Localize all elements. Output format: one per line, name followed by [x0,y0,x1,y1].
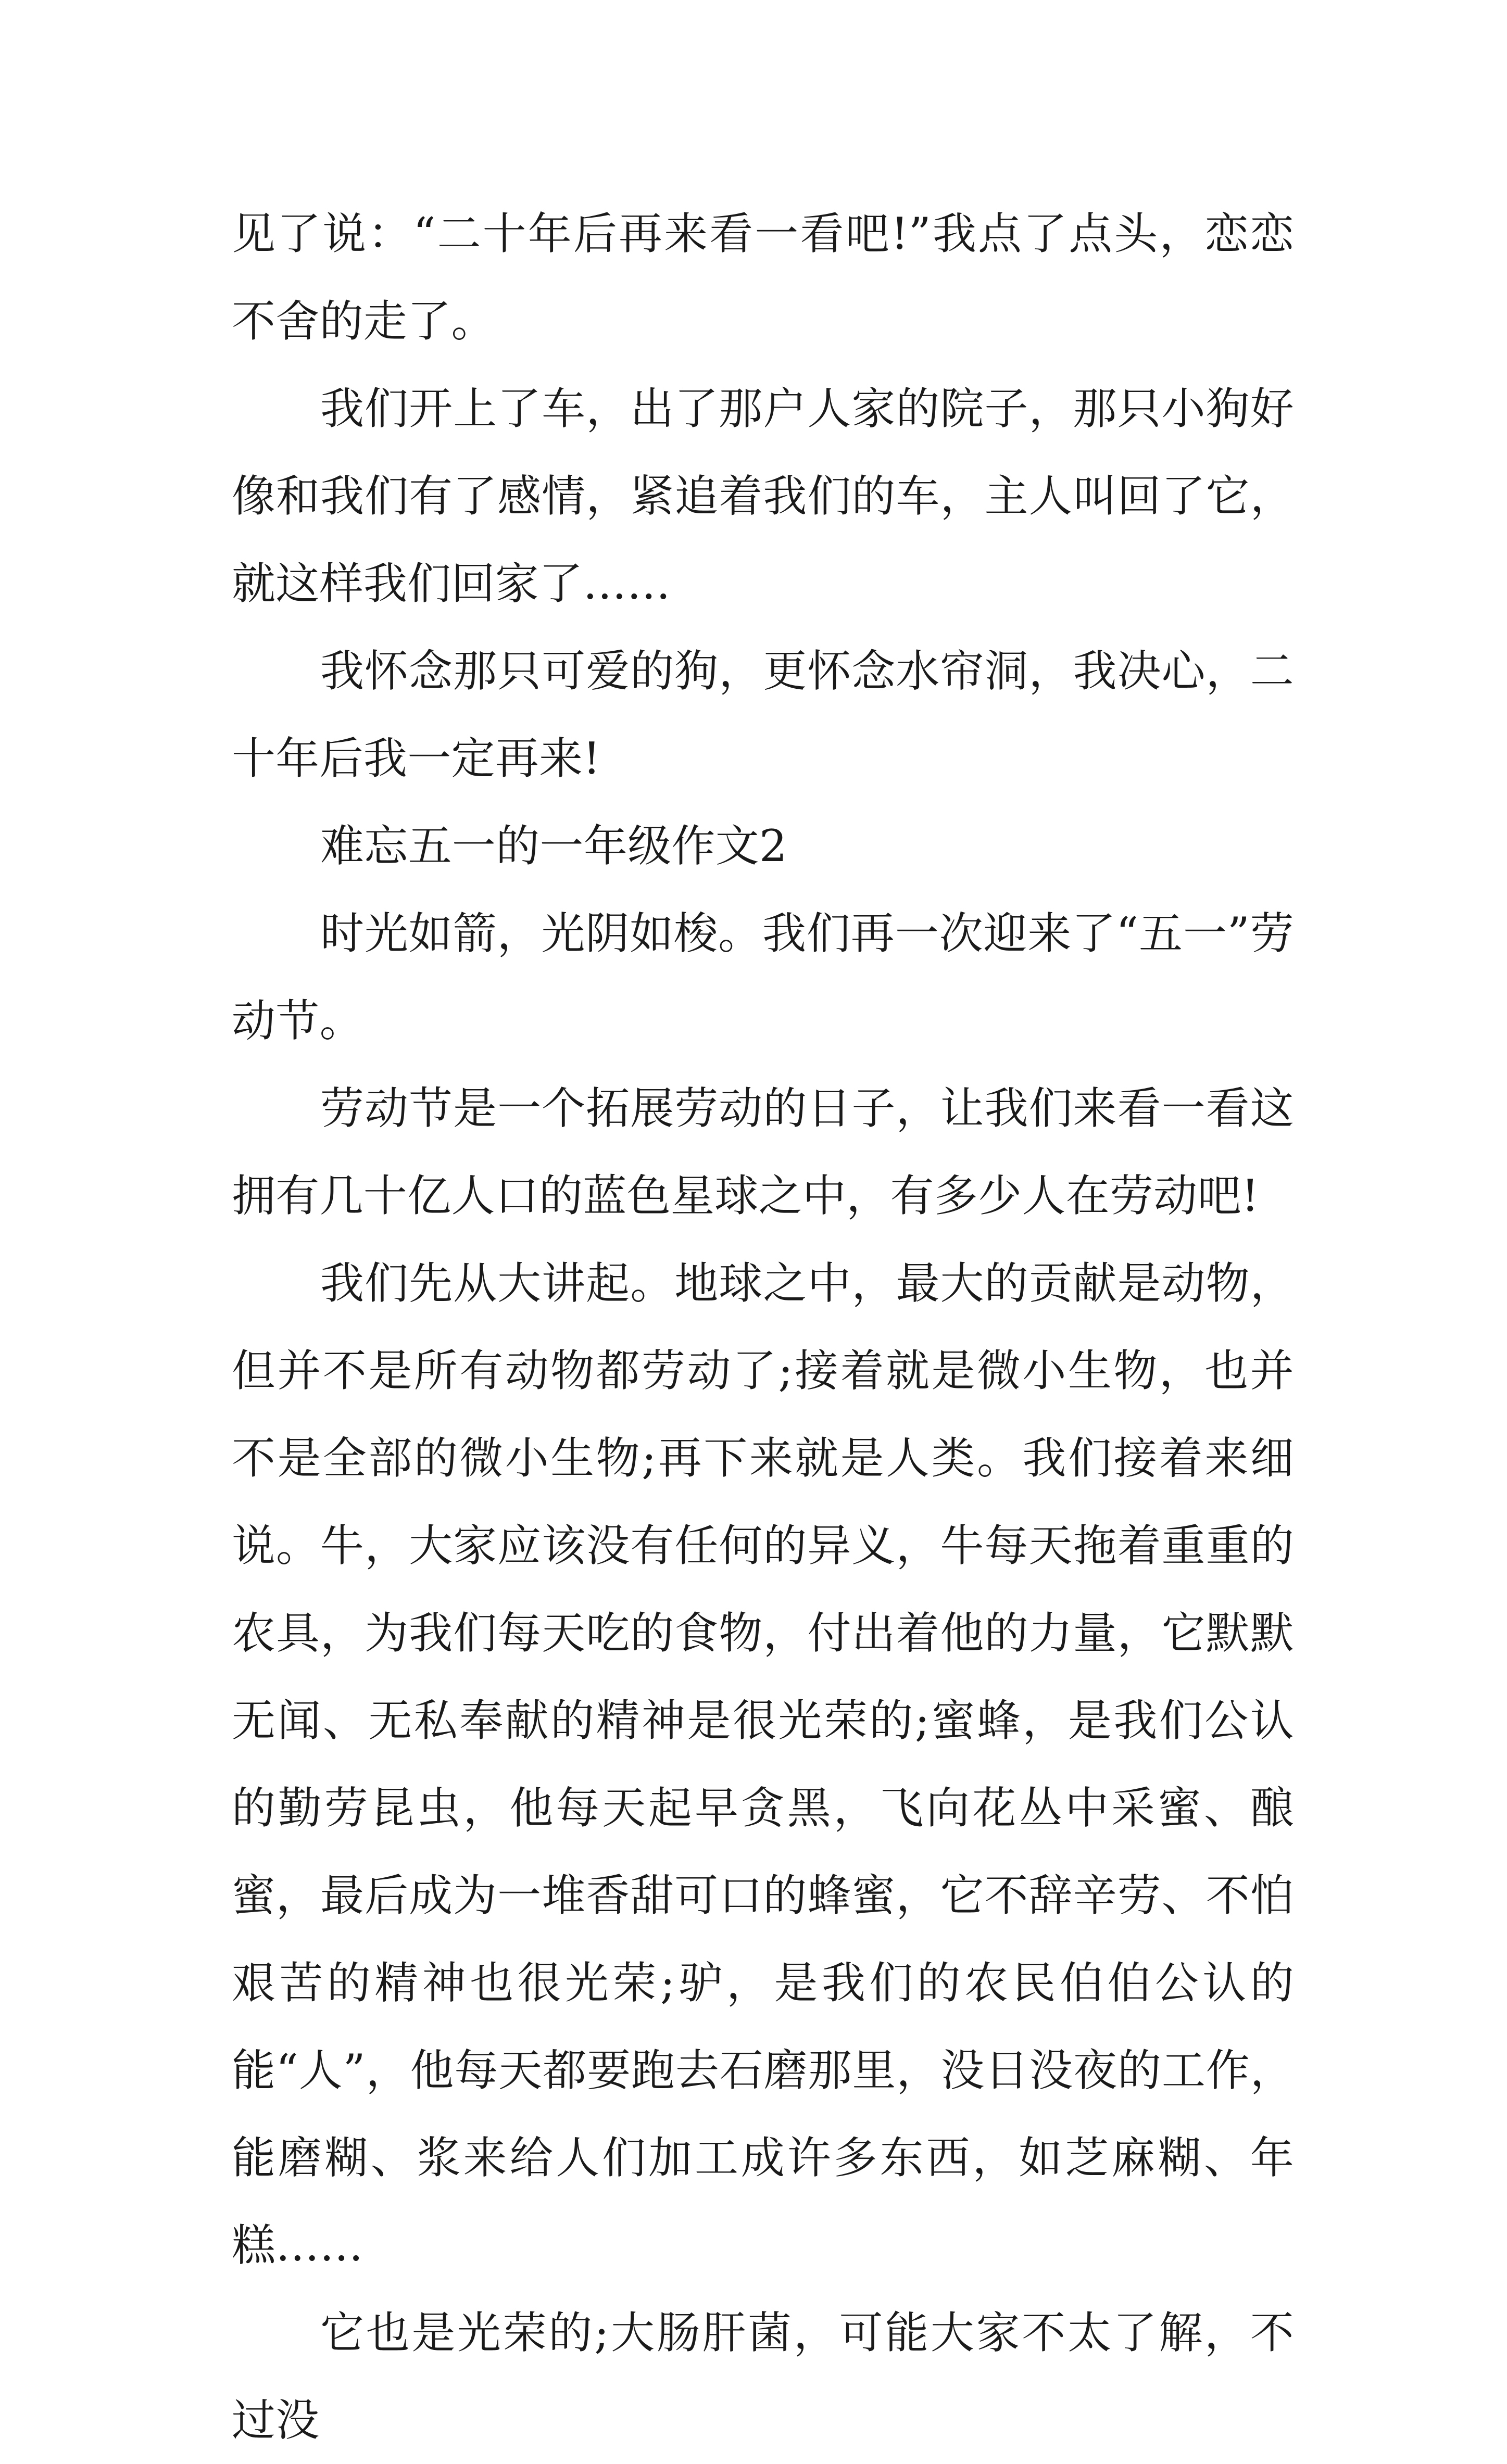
paragraph-1: 见了说：“二十年后再来看一看吧!”我点了点头，恋恋不舍的走了。 [232,208,1294,347]
paragraph-6: 我们先从大讲起。地球之中，最大的贡献是动物，但并不是所有动物都劳动了;接着就是微小生物，也并不是全部的微小生物;再下来就是人类。我们接着来细说。牛，大家应该没有任何的异义，牛每天拖着重重的农具，为我们每天吃的食物，付出着他的力量，它默默无闻、无私奉献的精神是很光荣的;蜜蜂，是我们公认的勤劳昆虫，他每天起早贪黑，飞向花丛中采蜜、酿蜜，最后成为一堆香甜可口的蜂蜜，它不辞辛劳、不怕艰苦的精神也很光荣;驴，是我们的农民伯伯公认的能“人”，他每天都要跑去石磨那里，没日没夜的工作，能磨糊、浆来给人们加工成许多东西，如芝麻糊、年糕…… [232,1258,1294,2271]
paragraph-7: 它也是光荣的;大肠肝菌，可能大家不太了解，不过没 [232,2307,1294,2446]
section-title: 难忘五一的一年级作文2 [320,820,787,871]
paragraph-3: 我怀念那只可爱的狗，更怀念水帘洞，我决心，二十年后我一定再来! [232,646,1294,784]
paragraph-2: 我们开上了车，出了那户人家的院子，那只小狗好像和我们有了感情，紧追着我们的车，主人叫回了它，就这样我们回家了…… [232,383,1294,609]
paragraph-4: 时光如箭，光阴如梭。我们再一次迎来了“五一”劳动节。 [232,908,1294,1046]
paragraph-5: 劳动节是一个拓展劳动的日子，让我们来看一看这拥有几十亿人口的蓝色星球之中，有多少人在劳动吧! [232,1083,1294,1221]
document-body [232,190,1294,2464]
